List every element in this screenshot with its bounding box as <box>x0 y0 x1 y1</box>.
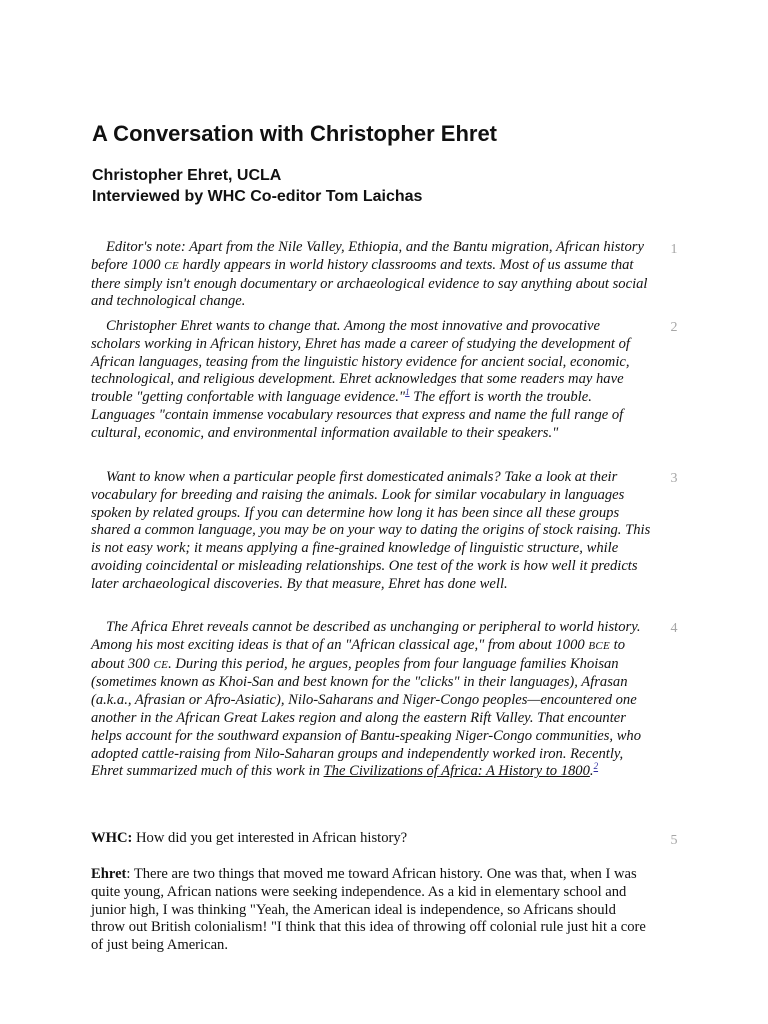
paragraph-text: . <box>589 763 594 780</box>
era-abbreviation: CE <box>164 259 179 272</box>
paragraph-text: Editor's note: Apart from the Nile Valley, Ethiopia, and the Bantu migration, African history before 1000 <box>91 239 644 273</box>
paragraph-number: 3 <box>670 471 678 486</box>
paragraph-text: to about 300 <box>91 636 626 672</box>
answer-text: : There are two things that moved me toward African history. One was that, when I was quite young, African nations were seeking independence. As a kid in elementary school and junior high, I was thinking "Yeah, the American ideal is independence, so Africans should throw out British colonialism! "I think that this idea of throwing off colonial rule just hit a core of just being American. <box>91 866 646 954</box>
intro-paragraph <box>91 318 653 443</box>
footnote-link[interactable]: 1 <box>405 387 410 398</box>
era-abbreviation: CE <box>153 658 169 671</box>
paragraph-number: 4 <box>670 621 678 636</box>
paragraph-number: 5 <box>670 833 678 848</box>
paragraph-number: 2 <box>670 320 678 335</box>
method-paragraph <box>91 469 653 594</box>
classical-age-paragraph <box>91 619 653 781</box>
book-title: The Civilizations of Africa: A History to 1800 <box>323 763 590 780</box>
author-line: Christopher Ehret, UCLA <box>92 167 282 184</box>
paragraph-text: hardly appears in world history classrooms and texts. Most of us assume that there simply isn't enough documentary or archaeological evidence to say anything about social and technological change. <box>91 256 648 310</box>
paragraph-text: Christopher Ehret wants to change that. Among the most innovative and provocative scholars working in African history, Ehret has made a career of studying the development of African languages, teasing from the linguistic history evidence for ancient social, economic, technological, and religious development. Ehret acknowledges that some readers may have trouble "getting confortable with language evidence." <box>91 318 630 406</box>
paragraph-text: Want to know when a particular people first domesticated animals? Take a look at their vocabulary for breeding and raising the animals. Look for similar vocabulary in languages spoken by related groups. If you can determine how long it has been since all these groups shared a common language, you may be on your way to dating the origins of stock raising. This is not easy work; it means applying a fine-grained knowledge of linguistic structure, while avoiding coincidental or misleading relationships. One test of the work is how well it predicts later archaeological discoveries. By that measure, Ehret has done well. <box>91 469 651 592</box>
byline <box>92 165 422 207</box>
interviewer-line: Interviewed by WHC Co-editor Tom Laichas <box>92 188 423 205</box>
paragraph-text: The effort is worth the trouble. Languages "contain immense vocabulary resources that express and name the full range of cultural, economic, and environmental information available to their speakers." <box>91 389 624 441</box>
paragraph-text: . During this period, he argues, peoples from four language families Khoisan (sometimes known as Khoi-San and best known for the "clicks" in their languages), Afrasan (a.k.a., Afrasian or Afro-Asiatic), Nilo-Saharans and Niger-Congo peoples—encountered one another in the African Great Lakes region and along the eastern Rift Valley. That encounter helps account for the southward expansion of Bantu-speaking Niger-Congo communities, who adopted cattle-raising from Nilo-Saharan groups and independently worked iron. Recently, Ehret summarized much of this work in <box>91 655 642 780</box>
interview-question <box>91 830 653 848</box>
paragraph-text: The Africa Ehret reveals cannot be described as unchanging or peripheral to world history. Among his most exciting ideas is that of an "African classical age," from about 1000 <box>91 619 641 653</box>
speaker-label: Ehret <box>91 866 127 882</box>
editors-note-paragraph <box>91 239 653 311</box>
footnote-link[interactable]: 2 <box>593 761 599 772</box>
article-title: A Conversation with Christopher Ehret <box>92 121 498 146</box>
question-text: How did you get interested in African history? <box>132 830 408 846</box>
era-abbreviation: BCE <box>588 639 611 652</box>
interview-answer <box>91 866 653 955</box>
speaker-label: WHC: <box>91 830 133 846</box>
paragraph-number: 1 <box>670 242 678 257</box>
